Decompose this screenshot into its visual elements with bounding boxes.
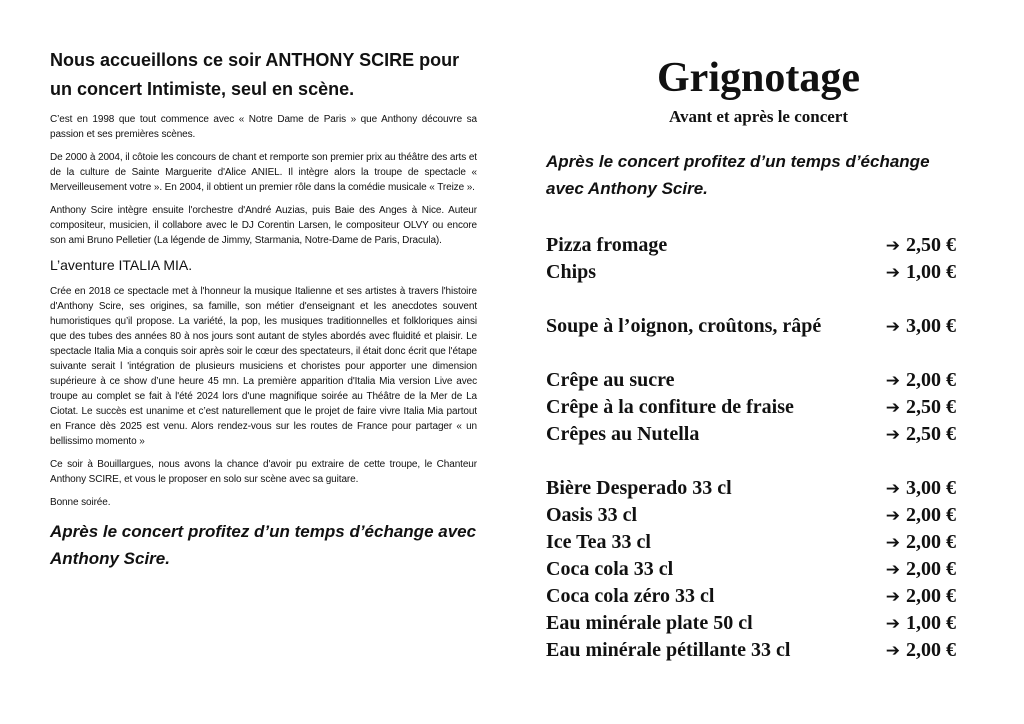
menu-item-price: 2,00 € bbox=[906, 531, 956, 553]
menu-item-price: 2,00 € bbox=[906, 558, 956, 580]
menu-item bbox=[546, 475, 956, 502]
menu-item-name: Crêpe à la confiture de fraise bbox=[546, 396, 794, 418]
menu-item-name: Eau minérale plate 50 cl bbox=[546, 612, 753, 634]
menu-item bbox=[546, 583, 956, 610]
menu-item bbox=[546, 367, 956, 394]
menu-item-name: Eau minérale pétillante 33 cl bbox=[546, 639, 791, 661]
concert-info-column bbox=[50, 46, 477, 572]
menu-item-price: 3,00 € bbox=[906, 477, 956, 499]
closing-note: Après le concert profitez d’un temps d’échange avec Anthony Scire. bbox=[50, 522, 477, 568]
menu-group-drinks bbox=[546, 475, 956, 664]
menu-group-crepes bbox=[546, 367, 956, 448]
arrow-right-icon: ➔ bbox=[885, 371, 900, 391]
menu-item-name: Coca cola 33 cl bbox=[546, 558, 674, 580]
menu-subtitle: Avant et après le concert bbox=[668, 107, 849, 126]
menu-item-price: 2,00 € bbox=[906, 639, 956, 661]
intro-heading: Nous accueillons ce soir ANTHONY SCIRE pour un concert Intimiste, seul en scène. bbox=[50, 50, 460, 99]
tonight-paragraph: Ce soir à Bouillargues, nous avons la chance d'avoir pu extraire de cette troupe, le Chanteur Anthony SCIRE, et vous le proposer en solo sur scène avec sa guitare. bbox=[50, 459, 477, 485]
arrow-right-icon: ➔ bbox=[885, 317, 900, 337]
menu-item-price: 1,00 € bbox=[906, 261, 956, 283]
menu-item bbox=[546, 232, 956, 259]
arrow-right-icon: ➔ bbox=[885, 236, 900, 256]
menu-item-name: Pizza fromage bbox=[546, 234, 668, 256]
menu-item-name: Oasis 33 cl bbox=[546, 504, 638, 526]
menu-item-name: Soupe à l’oignon, croûtons, râpé bbox=[546, 315, 822, 337]
menu-item bbox=[546, 313, 956, 340]
menu-title: Grignotage bbox=[657, 55, 860, 101]
menu-item bbox=[546, 259, 956, 286]
arrow-right-icon: ➔ bbox=[885, 560, 900, 580]
menu-item-name: Bière Desperado 33 cl bbox=[546, 477, 732, 499]
menu-item bbox=[546, 610, 956, 637]
arrow-right-icon: ➔ bbox=[885, 533, 900, 553]
menu-item-name: Ice Tea 33 cl bbox=[546, 531, 651, 553]
menu-list bbox=[546, 232, 956, 691]
menu-item-price: 2,00 € bbox=[906, 585, 956, 607]
menu-item bbox=[546, 394, 956, 421]
menu-item-name: Chips bbox=[546, 261, 597, 283]
arrow-right-icon: ➔ bbox=[885, 587, 900, 607]
arrow-right-icon: ➔ bbox=[885, 263, 900, 283]
menu-item-price: 2,50 € bbox=[906, 423, 956, 445]
menu-group-soup bbox=[546, 313, 956, 340]
arrow-right-icon: ➔ bbox=[885, 641, 900, 661]
bio-paragraph-1: C’est en 1998 que tout commence avec « Notre Dame de Paris » que Anthony découvre sa passion et ses premières scènes. bbox=[50, 114, 477, 140]
arrow-right-icon: ➔ bbox=[885, 425, 900, 445]
arrow-right-icon: ➔ bbox=[885, 614, 900, 634]
arrow-right-icon: ➔ bbox=[885, 479, 900, 499]
menu-item-name: Crêpes au Nutella bbox=[546, 423, 700, 445]
italia-mia-paragraph: Crée en 2018 ce spectacle met à l'honneur la musique Italienne et ses artistes à travers l'histoire d'Anthony Scire, ses origines, sa famille, son métier d'enseignant et les anecdotes souvent humoristiques qu’il propose. La variété, la pop, les musiques traditionnelles et folkloriques ainsi que des tubes des années 80 à nos jours sont autant de styles abordés avec fluidité et plaisir. Le spectacle Italia Mia a conquis soir après soir le cœur des spectateurs, il était donc écrit que l'étape suivante serait l 'intégration de plusieurs musiciens et choristes pour apporter une dimension supérieure à ce show d’une heure 45 mn. La première apparition d'Italia Mia version Live avec troupe au complet se fait à l'été 2024 lors d'une magnifique soirée au Théâtre de la Mer de La Ciotat. Le succès est unanime et c’est naturellement que le projet de faire vivre Italia Mia partout en France dès 2025 est venu. Alors rendez-vous sur les routes de France pour partager « un bellissimo momento » bbox=[50, 286, 477, 447]
menu-item-price: 2,00 € bbox=[906, 369, 956, 391]
menu-item bbox=[546, 502, 956, 529]
arrow-right-icon: ➔ bbox=[885, 506, 900, 526]
menu-item-price: 2,50 € bbox=[906, 396, 956, 418]
menu-item-price: 2,00 € bbox=[906, 504, 956, 526]
menu-item bbox=[546, 529, 956, 556]
menu-item-price: 3,00 € bbox=[906, 315, 956, 337]
menu-item-price: 1,00 € bbox=[906, 612, 956, 634]
bio-paragraph-2: De 2000 à 2004, il côtoie les concours de chant et remporte son premier prix au théâtre des arts et de la culture de Sainte Marguerite d'Alice ANIEL. Il intègre alors la troupe de spectacle « Merveilleusement votre ». En 2004, il obtient un premier rôle dans la comédie musicale « Treize ». bbox=[50, 152, 477, 193]
menu-item-name: Crêpe au sucre bbox=[546, 369, 675, 391]
menu-item bbox=[546, 421, 956, 448]
menu-item bbox=[546, 637, 956, 664]
menu-column bbox=[546, 52, 956, 661]
bio-paragraph-3: Anthony Scire intègre ensuite l'orchestre d'André Auzias, puis Baie des Anges à Nice. Auteur compositeur, musicien, il collabore avec le DJ Corentin Larsen, le compositeur OLVY ou encore son ami Bruno Pelletier (La légende de Jimmy, Starmania, Notre-Dame de Paris, Dracula). bbox=[50, 205, 477, 246]
menu-item-name: Coca cola zéro 33 cl bbox=[546, 585, 715, 607]
menu-item-price: 2,50 € bbox=[906, 234, 956, 256]
greeting: Bonne soirée. bbox=[50, 497, 111, 508]
menu-group-snacks bbox=[546, 232, 956, 286]
menu-item bbox=[546, 556, 956, 583]
menu-promo: Après le concert profitez d’un temps d’échange avec Anthony Scire. bbox=[546, 152, 930, 198]
arrow-right-icon: ➔ bbox=[885, 398, 900, 418]
italia-mia-heading: L’aventure ITALIA MIA. bbox=[50, 257, 193, 273]
